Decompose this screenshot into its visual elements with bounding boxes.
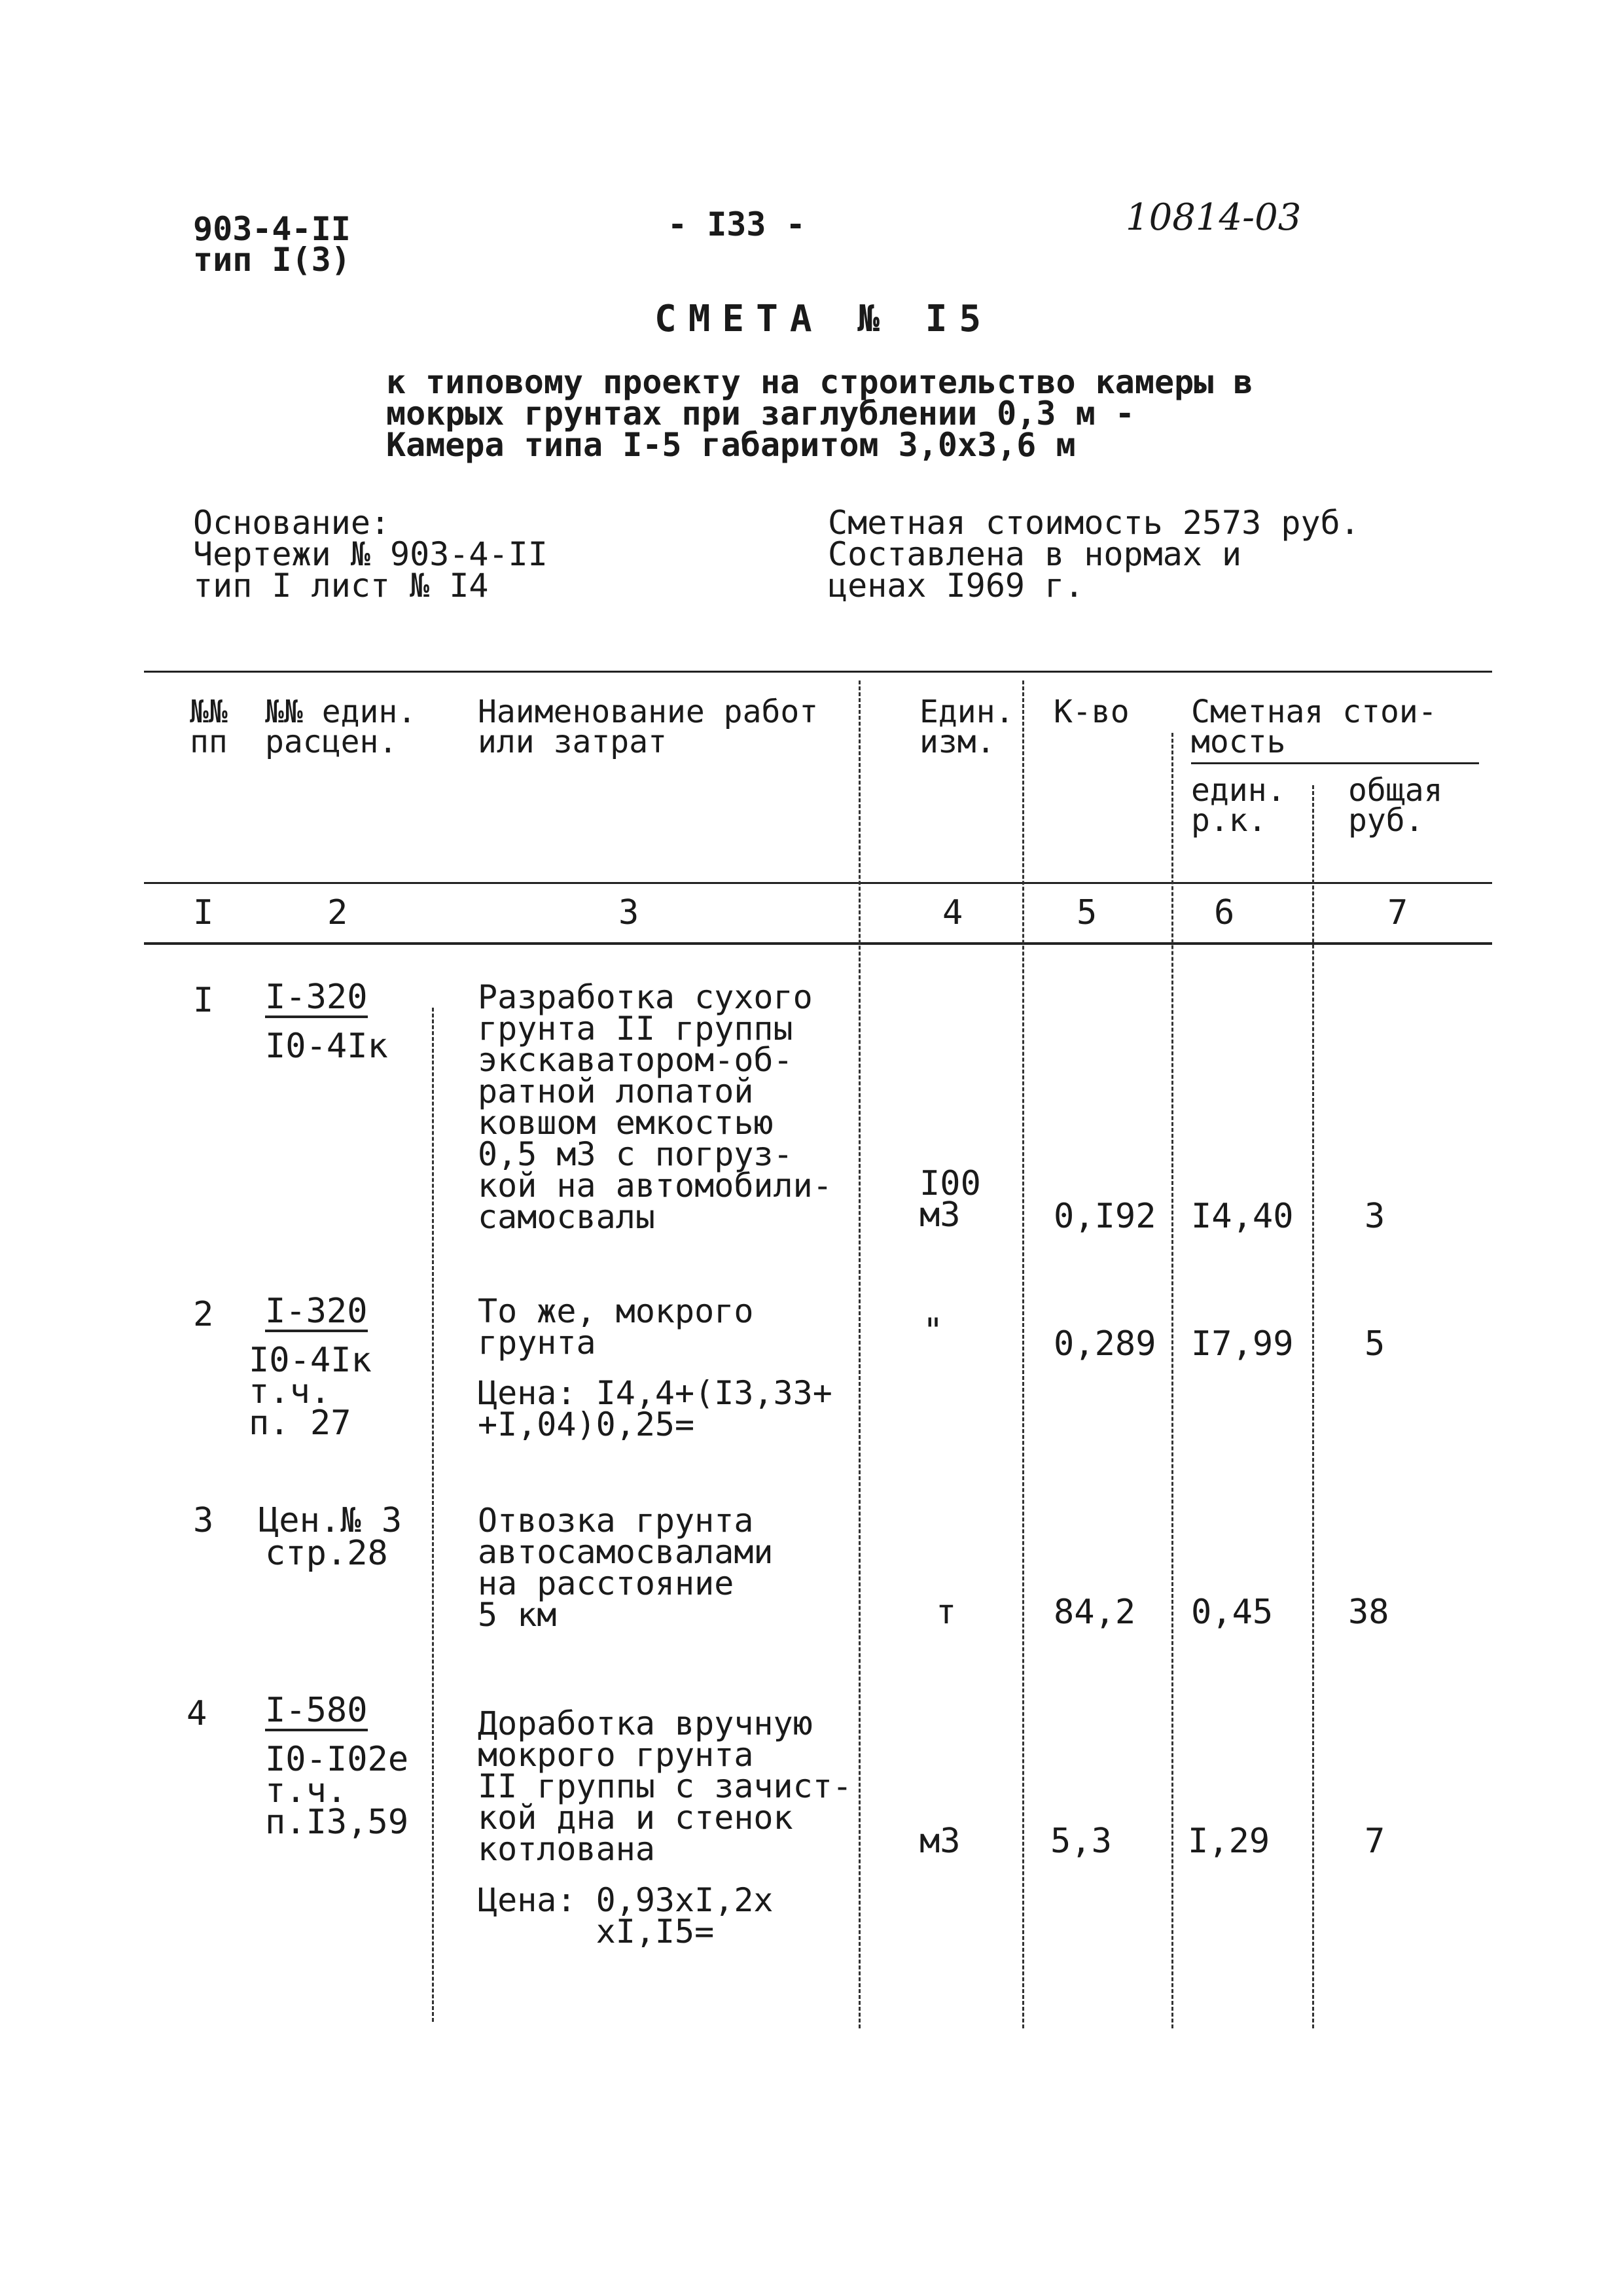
row-qty: 0,289 — [1054, 1324, 1156, 1364]
col-sep-2-3 — [432, 1008, 434, 2022]
page-number: - I33 - — [668, 205, 806, 243]
header-bottom-rule — [144, 882, 1492, 884]
header-cost-group: Сметная стои- мость — [1191, 694, 1437, 760]
row-number: 4 — [187, 1694, 207, 1733]
colnum-7: 7 — [1387, 893, 1408, 932]
basis-label: Основание: — [193, 504, 391, 542]
table-top-rule — [144, 671, 1492, 673]
header-name: Наименование работ или затрат — [478, 694, 819, 760]
row-description: Разработка сухого грунта II группы экскаватором-об- ратной лопатой ковшом емкостью 0,5 м3 с погруз- кой на автомобили- самосвалы — [478, 978, 832, 1236]
colnum-4: 4 — [942, 893, 963, 932]
col-sep-3-4 — [859, 680, 861, 2028]
subtitle-line-1: к типовому проекту на строительство камеры в — [386, 363, 1253, 401]
basis-drawings: Чертежи № 903-4-II — [193, 535, 548, 573]
row-qty: 0,I92 — [1054, 1197, 1156, 1236]
row-unit-price: I4,40 — [1191, 1197, 1294, 1236]
row-code-main: I-320 — [265, 1292, 368, 1331]
row-unit: I00 м3 — [919, 1164, 981, 1235]
row-unit-price: I7,99 — [1191, 1324, 1294, 1364]
header-unit: Един. изм. — [919, 694, 1014, 760]
estimate-cost: Сметная стоимость 2573 руб. — [828, 504, 1360, 542]
header-total: общая руб. — [1348, 772, 1443, 839]
row-unit-price: 0,45 — [1191, 1593, 1274, 1632]
row-price-note: Цена: 0,93хI,2х хI,I5= — [478, 1881, 774, 1951]
header-code: №№ един. расцен. — [265, 694, 417, 760]
row-qty: 84,2 — [1054, 1593, 1136, 1632]
row-code-ref: I0-4Iк — [265, 1027, 388, 1066]
header-qty: К-во — [1054, 694, 1130, 730]
row-unit-price: I,29 — [1188, 1822, 1270, 1861]
col-sep-6-7 — [1312, 785, 1314, 2028]
project-code: 903-4-II — [193, 210, 351, 248]
row-code-main: I-320 — [265, 978, 368, 1017]
colnum-5: 5 — [1077, 893, 1097, 932]
row-number: 2 — [193, 1295, 214, 1334]
colnum-2: 2 — [327, 893, 348, 932]
row-code-ref: I0-I02е т.ч. п.I3,59 — [265, 1740, 409, 1842]
group-header-rule — [1191, 762, 1479, 764]
row-description: То же, мокрого грунта — [478, 1292, 754, 1362]
colnum-1: I — [193, 893, 214, 932]
row-description: Отвозка грунта автосамосвалами на расстояние 5 км — [478, 1502, 774, 1634]
colnum-3: 3 — [618, 893, 639, 932]
header-num: №№ пп — [190, 694, 228, 760]
estimate-norms: Составлена в нормах и — [828, 535, 1242, 573]
row-number: I — [193, 981, 214, 1020]
row-code-main: I-580 — [265, 1691, 368, 1730]
row-number: 3 — [193, 1501, 214, 1540]
row-code-ref: I0-4Iк т.ч. п. 27 — [249, 1341, 372, 1443]
col-sep-5-6 — [1171, 733, 1173, 2028]
estimate-prices: ценах I969 г. — [828, 567, 1084, 605]
subtitle-line-3: Камера типа I-5 габаритом 3,0х3,6 м — [386, 426, 1076, 464]
document-title: СМЕТА № I5 — [654, 298, 993, 340]
row-unit: " — [923, 1311, 944, 1351]
colnum-6: 6 — [1214, 893, 1235, 932]
row-unit: м3 — [919, 1822, 961, 1861]
column-number-rule — [144, 942, 1492, 945]
row-code-main: Цен.№ 3 — [259, 1501, 402, 1540]
archive-number: 10814-03 — [1126, 196, 1302, 239]
row-description: Доработка вручную мокрого грунта II группы с зачист- кой дна и стенок котлована — [478, 1704, 852, 1868]
header-unit-price: един. р.к. — [1191, 772, 1286, 839]
basis-sheet: тип I лист № I4 — [193, 567, 489, 605]
row-total: 7 — [1364, 1822, 1385, 1861]
row-qty: 5,3 — [1050, 1822, 1112, 1861]
row-price-note: Цена: I4,4+(I3,33+ +I,04)0,25= — [478, 1374, 832, 1443]
row-code-ref: стр.28 — [265, 1534, 388, 1573]
row-total: 38 — [1348, 1593, 1389, 1632]
subtitle-line-2: мокрых грунтах при заглублении 0,3 м - — [386, 395, 1135, 433]
row-total: 5 — [1364, 1324, 1385, 1364]
row-total: 3 — [1364, 1197, 1385, 1236]
row-unit: т — [936, 1593, 957, 1632]
col-sep-4-5 — [1022, 680, 1024, 2028]
project-type: тип I(3) — [193, 241, 351, 279]
